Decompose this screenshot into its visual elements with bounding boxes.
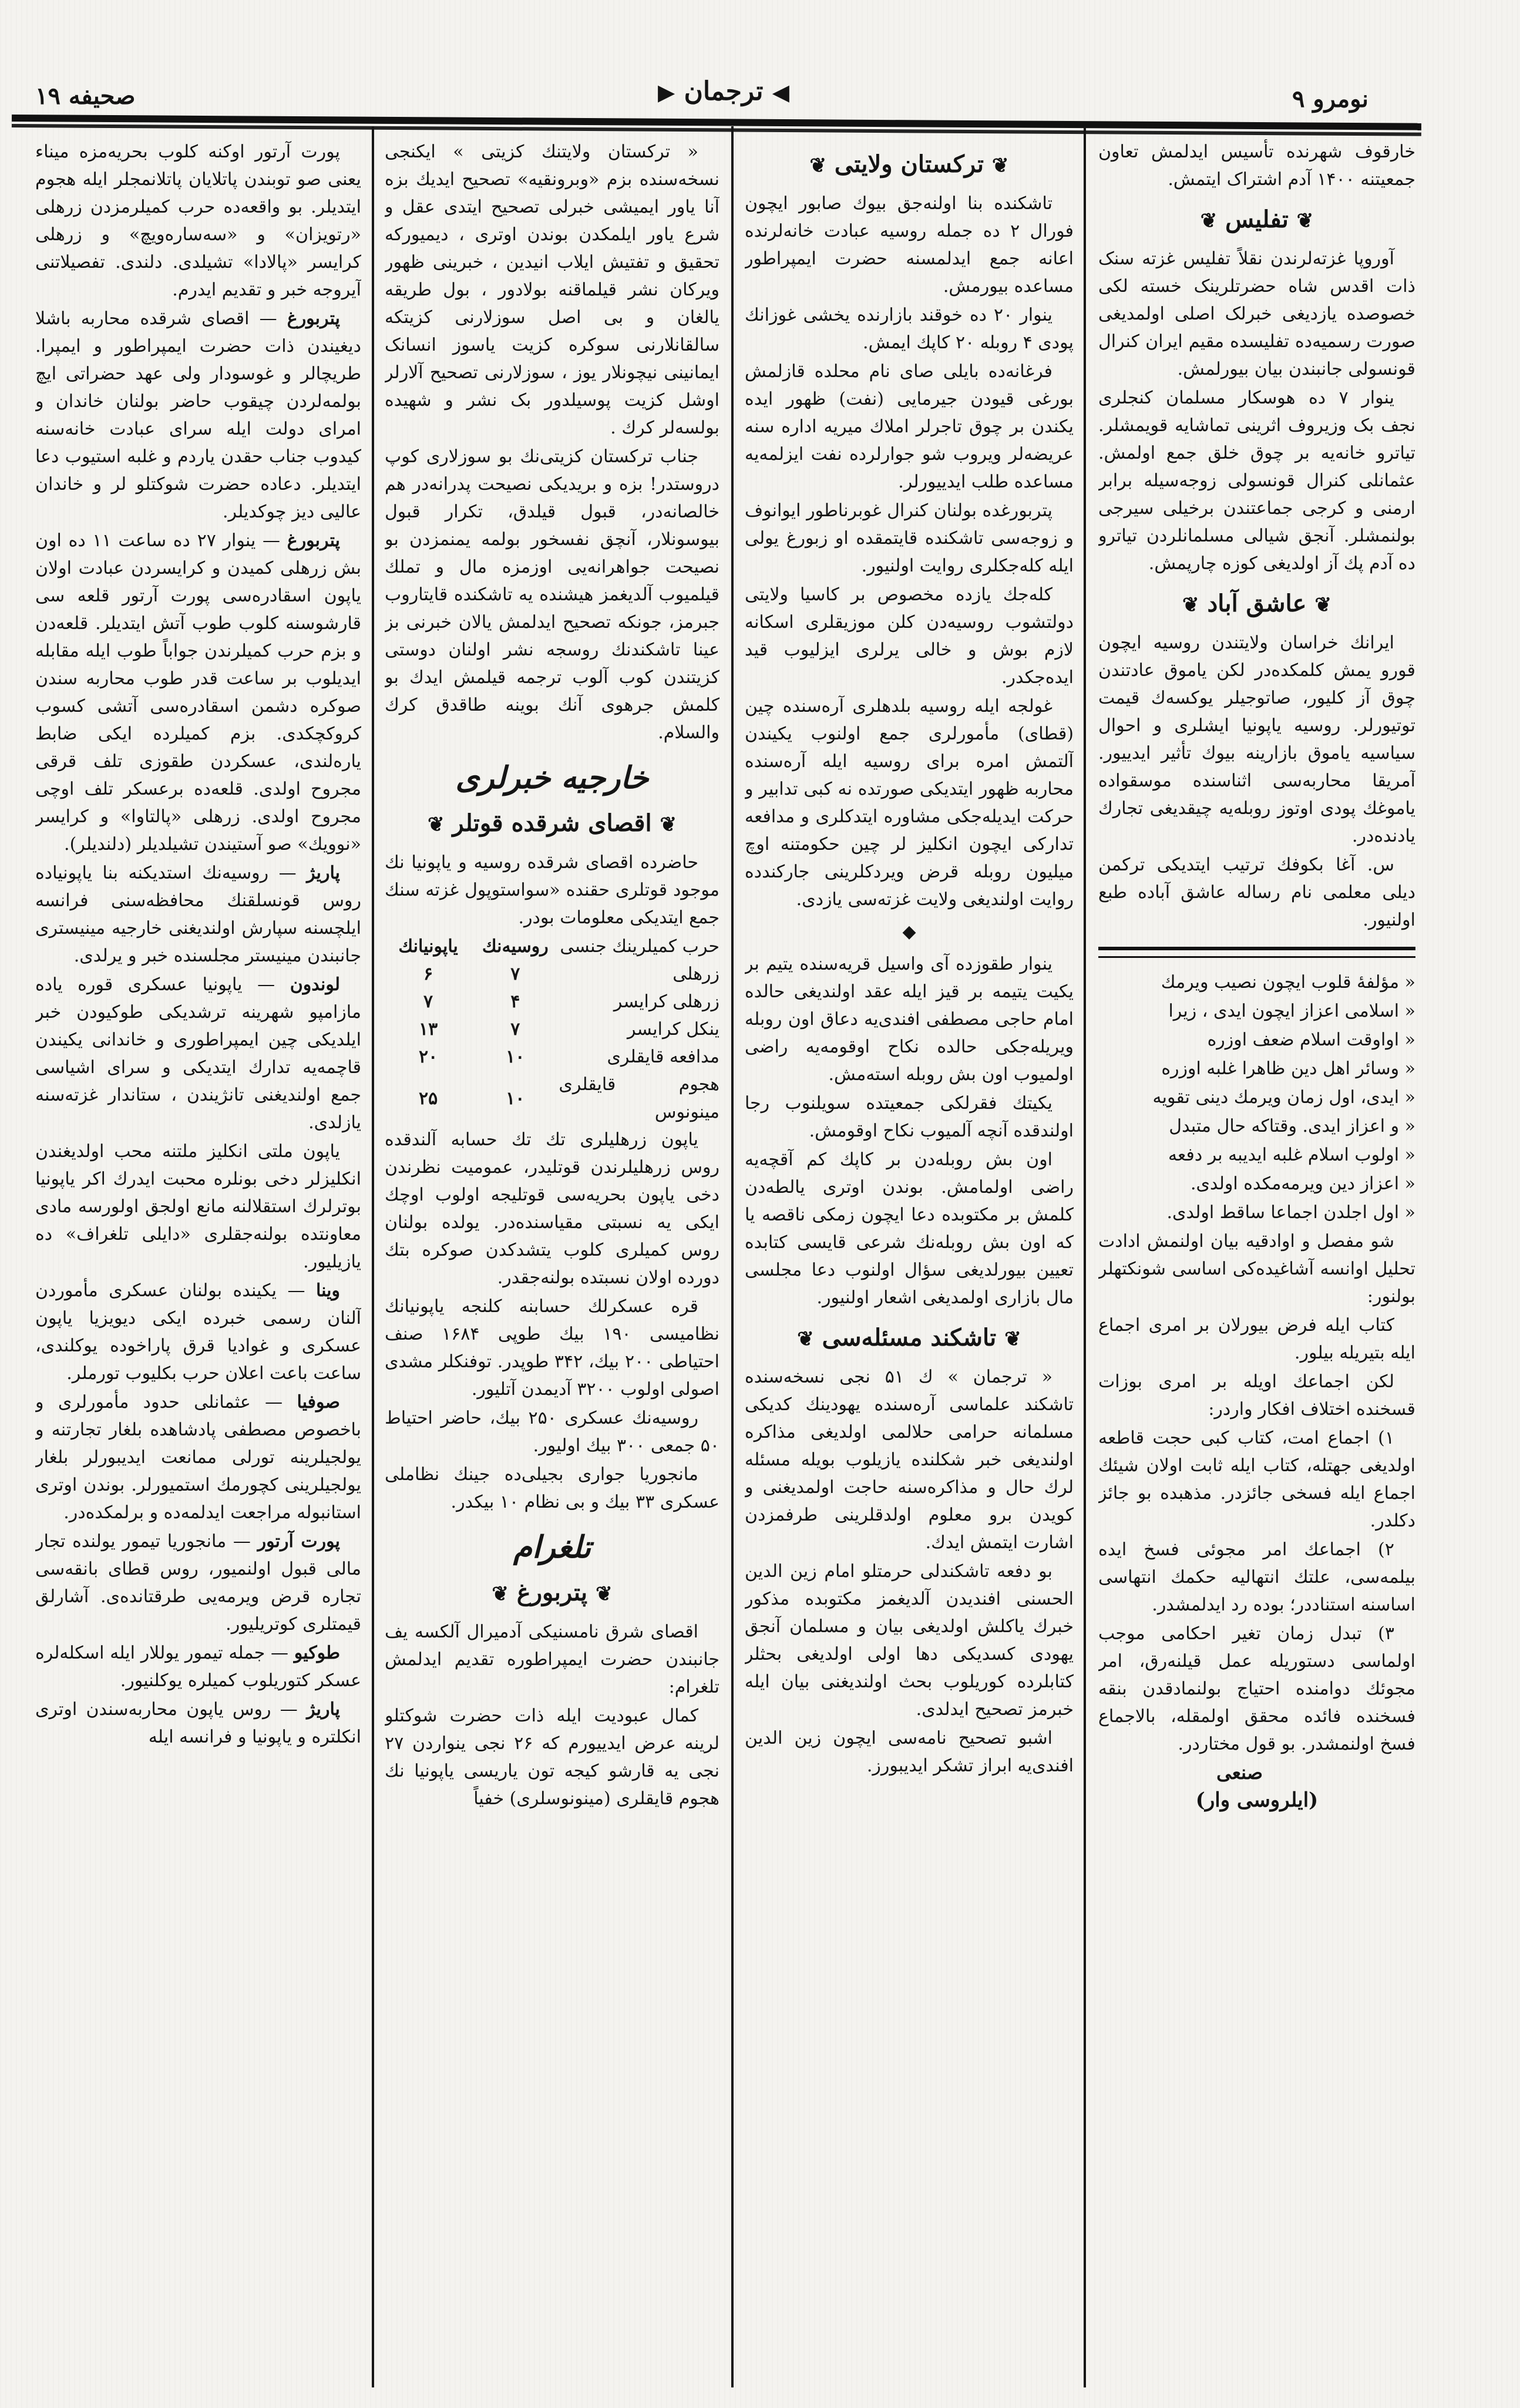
column-2 — [385, 138, 719, 2382]
paragraph: خارقوف شهرنده تأسیس ایدلمش تعاون جمعیتنه ۱۴۰۰ آدم اشتراک ایتمش. — [1098, 142, 1415, 190]
news-text: — اقصای شرقده محاربه باشلا دیغیندن ذات حضرت ایمپراطور و ایمپرا. طریچالر و غوسودار ولی عهد حضراتی ایچ بولمه‌لردن چیقوب حاضر بولنان خاندان و امرای دولت ایله سرای عبادت خانه‌سنه کیدوب جناب حقدن یاردم و غلبه استیوب دعا ایتدیلر. دعاده حضرت شوکتلو لر و خاندان عالیی دیز چوکدیلر. — [35, 308, 361, 522]
verse-line: « وسائر اهل دین ظاهرا غلبه اوزره — [1161, 1058, 1415, 1079]
paragraph: حاضرده اقصای شرقده روسیه و یاپونیا نك موجود قوتلری حقنده «سواستوپول غزته سنك جمع ایتدیکی معلومات بودر. — [385, 852, 719, 928]
ornament-icon: ❦ — [992, 154, 1009, 177]
paragraph: کتاب ایله فرض بیورلان بر امری اجماع ایله بتیریله بیلور. — [1098, 1315, 1415, 1363]
news-text: — جمله تیمور یوللار ایله اسکله‌لره عسکر کتوریلوب کمیلره یوکلنیور. — [35, 1643, 361, 1691]
ornament-icon: ❦ — [1182, 593, 1199, 617]
dateline: پاریژ — [307, 863, 340, 883]
table-cell: ۴ — [510, 991, 520, 1012]
paragraph: تاشکنده بنا اولنه‌جق بیوك صابور ایچون فورال ۲ ده جمله روسیه عبادت خانه‌لرنده اعانه جمع ایدلمسنه حضرت ایمپراطور مساعده بیورمش. — [745, 193, 1074, 297]
paragraph: ۱) اجماع امت، کتاب کبی حجت قاطعه اولدیغی جهتله، کتاب ایله ثابت اولان شیئك اجماع ایله فسخی جائزدر. مذهبده بو جائز دکلدر. — [1098, 1428, 1415, 1531]
news-item — [35, 1388, 361, 1526]
dateline: لوندون — [290, 974, 340, 995]
ornament-icon: ❦ — [427, 813, 445, 836]
news-item — [35, 1138, 361, 1276]
paragraph: شو مفصل و اوادقیه بیان اولنمش ادادت تحلیل اوانسه آشاغیده‌کی اساسی شونکتهلر بولنور: — [1098, 1231, 1415, 1307]
continued-note: (ایلروسی وار) — [1195, 1788, 1319, 1812]
dateline: صوفیا — [297, 1392, 340, 1412]
heading-text: پتربورغ — [516, 1579, 588, 1606]
issue-number: نومرو ۹ — [1292, 85, 1369, 113]
paragraph: کله‌جك یازده مخصوص بر کاسیا ولایتی دولتشوب روسیه‌دن کلن موزیقلری اسکانه لازم بوش و خالی یرلری ایزلیوب قید ایده‌جکدر. — [745, 584, 1074, 688]
paragraph: ینوار طقوزده آی واسیل قریه‌سنده یتیم بر یکیت یتیمه بر قیز ایله عقد اولندیغی حالده امام حاجی مصطفی افندی‌یه دعاق اون روبله ویریله‌جکی حالده نکاح اوقومه‌یه راضی اولمیوب اون بش روبله استه‌مش. — [745, 954, 1074, 1085]
dateline: پورت آرتور — [257, 1531, 340, 1552]
column-divider — [372, 126, 374, 2387]
table-header: روسیه‌نك — [482, 936, 549, 957]
verse-line: « ایدی، اول زمان ویرمك دینی تقویه — [1152, 1087, 1415, 1108]
news-item — [35, 527, 361, 858]
dateline: پتربورغ — [287, 308, 340, 329]
news-text: پورت آرتور اوکنه کلوب بحریه‌مزه میناء یعنی صو توبندن پاتلایان پاتلانمجلر ایله هجوم ایتدیلر. بو واقعه‌ده حرب کمیلرمزدن زرهلی «رتویزان» و «سەساره‌ویچ» و زرهلی کرایسر «پالادا» تشیلدی. دلندی. تفصیلاتنی آیروجه خبر و تقدیم ایدرم. — [35, 142, 361, 300]
telegram-heading: تلغرام — [513, 1529, 591, 1565]
heading-text: اقصای شرقده قوتلر — [452, 809, 652, 837]
paragraph: یکیتك فقرلکی جمعیتده سویلنوب رجا اولندقده آنچه آلمیوب نکاح اوقومش. — [745, 1093, 1074, 1141]
heading-text: عاشق آباد — [1207, 590, 1307, 617]
ornament-icon: ❦ — [492, 1582, 509, 1606]
column-divider — [1084, 126, 1086, 2387]
news-text: — مانجوریا تیمور یولنده تجار مالی قبول اولنمیور، روس قطای بانقه‌سی تجاره قرض ویرمه‌یی طرقتانده‌ی. آشارلق قیمتلری کوتریلیور. — [35, 1531, 361, 1635]
fleet-table — [385, 933, 719, 1126]
news-item — [35, 1277, 361, 1387]
dateline: وینا — [315, 1280, 340, 1301]
news-item — [35, 138, 361, 304]
foreign-news-heading: خارجیه خبرلری — [455, 760, 649, 796]
paragraph: اقصای شرق نامسنیکی آدمیرال آلکسه یف جانبندن حضرت ایمپراطوره تقدیم ایدلمش تلغرام: — [385, 1622, 719, 1697]
double-rule — [1098, 947, 1415, 958]
table-cell: ینکل کرایسر — [627, 1019, 719, 1040]
verse-line: « مؤلفهٔ قلوب ایچون نصیب ویرمك — [1161, 972, 1415, 993]
paragraph: س. آغا بکوفك ترتیب ایتدیکی ترکمن دیلی معلمی نام رساله عاشق آباده طبع اولنیور. — [1098, 855, 1415, 930]
verse-line: « اسلامی اعزاز ایچون ایدی ، زیرا — [1168, 1001, 1415, 1021]
page-number: صحیفه ۱۹ — [35, 82, 136, 110]
ornament-icon: ❦ — [1200, 209, 1218, 233]
column-4 — [1098, 138, 1415, 2382]
table-cell: ۷ — [423, 991, 433, 1012]
table-header: یاپونیانك — [398, 936, 458, 957]
ornament-icon: ❦ — [1314, 593, 1331, 617]
paragraph: قره عسکرلك حسابنه کلنجه یاپونیانك نظامیسی ۱۹۰ بیك طوپی ۱۶۸۴ صنف احتیاطی ۲۰۰ بیك، ۳۴۲ طوپدر. توفنکلر مشدی اصولی اولوب ۳۲۰۰ آدیمدن آتلیور. — [385, 1296, 719, 1400]
news-text: — عثمانلی حدود مأمورلری و باخصوص مصطفی پادشاهده بلغار تجارتنه و یولجیلرینه تورلی ممانعت ایدیبورلر بلغار یولجیلرینی کچورمك استمیورلر. بوندن اوتری استانبوله مراجعت ایدلمه‌ده و برلمکده‌در. — [35, 1392, 361, 1523]
title-ornament-right-icon: ▶ — [658, 79, 675, 105]
table-cell: زرهلی کرایسر — [613, 991, 719, 1012]
section-heading — [745, 149, 1074, 181]
section-heading — [385, 1577, 719, 1610]
paragraph: « ترکستان ولایتنك کزیتی » ایکنجی نسخه‌سنده بزم «وبرونقیه» تصحیح ایدیك بزه آنا یاور ایمیشی خبرلی تصحیح ایتدی عقل و شرع یاور ایلمکدن بوندن اوتری ، دیمیورکه تحقیق و تفتیش ایلاب انیدین ، خبرینی ظهور ویرکان نشر قیلماقنه بولادور ، بول طریقه یالغان و بی اصل سوزلارنی کزیتکه سالقانلارنی سوکره کزیت یاسوز انسانک ایمانینی نیچونلار یوز ، سوزلارنی تصحیح آلارلر اوشل کزیت پوسیلدور بک نشر و شهیده بولسه‌لر کرك . — [385, 142, 719, 438]
news-item — [35, 1639, 361, 1694]
paragraph: روسیه‌نك عسکری ۲۵۰ بیك، حاضر احتیاط ۵۰ جمعی ۳۰۰ بیك اولیور. — [385, 1408, 719, 1456]
quoted-verses — [1098, 968, 1415, 1226]
table-row — [385, 1071, 719, 1126]
table-cell: ۲۰ — [418, 1047, 438, 1067]
table-cell: مدافعه قایقلری — [607, 1047, 719, 1067]
paragraph: ۳) تبدل زمان تغیر احکامی موجب اولماسی دستوریله عمل قیلنه‌رق، امر مجوئك دوامنده احتیاج بولنمادقدن بنقه فسخنده فائده محقق اولمقله، بالاجماع فسخ اولنمشدر. بو قول مختاردر. — [1098, 1623, 1415, 1754]
ornament-icon: ❦ — [1296, 209, 1314, 233]
news-text: — روس یاپون محاربه‌سندن اوتری انکلتره و یاپونیا و فرانسه ایله — [35, 1699, 361, 1747]
masthead — [0, 0, 1433, 147]
paragraph: جناب ترکستان کزیتی‌نك بو سوزلاری کوپ دروستدر! بزه و بریدیکی نصیحت پدرانه‌در هم خالصانه‌در، قبول قیلدق، تکرار قبول بیوسونلار، آنچق نفسخور بولمه‌ یمنمزدن بو نصیحت جواهرانه‌یی اوزمزه مال و تملك قیلمیوب آلدیغمز هیشنده یه تاشکنده قایتاروب جبرمز، جونکه تصحیح ایدلمش یالان خبرنی بز عینا تاشکندنك روسجه نشر اولنان دوستی کزیتندن کوب آلوب ترجمه قیلمش ایدك بو کلمش جرهوی آنك بوینه طاقدق کرك والسلام. — [385, 446, 719, 743]
table-cell: ۱۰ — [506, 1088, 525, 1109]
column-divider — [731, 126, 734, 2387]
news-item — [35, 305, 361, 526]
heading-text: ترکستان ولایتی — [834, 150, 984, 178]
table-row — [385, 1043, 719, 1071]
news-text: — روسیه‌نك استدیکنه بنا یاپونیاده روس قونسلقنك محافظه‌سنی فرانسه ایلچسنه سپارش اولندیغنی خارجیه مینیستری جانبندن مینیستر مجلسنده خبر و یرلدی. — [35, 863, 361, 966]
table-row — [385, 960, 719, 988]
section-heading — [745, 1322, 1074, 1355]
heading-text: تاشکند مسئله‌سی — [822, 1324, 997, 1351]
table-cell: ۶ — [423, 964, 433, 984]
news-item — [35, 1696, 361, 1751]
table-cell: زرهلی — [672, 964, 719, 984]
column-3 — [745, 138, 1074, 2382]
dateline: پتربورغ — [287, 530, 340, 551]
paragraph: کمال عبودیت ایله ذات حضرت شوکتلو لرینه عرض ایدییورم که ۲۶ نجی ینواردن ۲۷ نجی یه قارشو کیجه تون یاریسی یاپونیا نك هجوم قایقلری (مینونوسلری) خفیاً — [385, 1706, 719, 1809]
paragraph: ینوار ۷ ده هوسکار مسلمان کنجلری نجف بک وزیروف اثرینی تماشایه قویمشلر. تیاترو خانه‌یه بر چوق خلق جمع اولمش. عثمانلی کنرال قونسولی زوجه‌سیله برابر ارمنی و کرجی جماعتندن برخیلی سیرجی بولنمشلر. آنجق شیالی مسلمانلردن تیاترو ده آدم پك آز اولدیغی کوزه چارپمش. — [1098, 388, 1415, 574]
news-text: — ینوار ۲۷ ده ساعت ۱۱ ده اون بش زرهلی کمیدن و کرایسردن عبادت اولان یاپون اسقادره‌سی پورت آرتور قلعه سی قارشوسنه کلوب طوب آتش ایتدیلر. قلعه‌دن و بزم حرب کمیلرندن جواباً طوب ایله مقابله ایدیلوب بر ساعت قدر طوب محاربه سندن صوکره دشمن اسقادرەسی آتشی کسوب کروکچکدی. بزم کمیلرده ایکی ضابط یاره‌لندی، عسکردن طقوزی تلف قرقی مجروح اولدی. قلعه‌ده برعسکر تلف اوچی مجروح اولدی. زرهلی «پالتاوا» و کرایسر «نوویك» صو آستیندن تشیلدیلر (دلندیلر). — [35, 530, 361, 855]
dateline: پاریژ — [307, 1699, 340, 1720]
paragraph: غولجه ایله روسیه بلدهلری آره‌سنده چین (قطای) مأمورلری جمع اولنوب یکیندن آلتمش امره برای روسیه ایله آره‌سنده محاربه ظهور ایتدیکی صورتده نه کبی تدابیر و حرکت ایدیله‌جکی مشاوره ایتدکلری و مدافعه تدارکی ایچون انکلیز لر چین حکومتنه اوچ میلیون روبله قرض ویردکلرینی جارکندده روایت اولندیغی ولایت غزته‌سی یازدی. — [745, 696, 1074, 910]
verse-line: « اعزاز دین ویرمه‌مکده اولدی. — [1190, 1173, 1415, 1194]
column-1 — [35, 138, 361, 2382]
table-cell: ۱۰ — [506, 1047, 525, 1067]
section-heading — [385, 808, 719, 840]
paragraph: لکن اجماعك اویله بر امری بوزات قسخنده اختلاف افکار واردر: — [1098, 1371, 1415, 1420]
masthead-rule — [12, 115, 1421, 133]
table-header-row — [385, 933, 719, 960]
news-item — [35, 859, 361, 970]
paragraph: « ترجمان » ك ۵۱ نجی نسخه‌سنده تاشکند علماسی آره‌سنده یهودینك کدیکی مسلمانه حرامی حلالمی اولدیغی مذاکره اولندیغی خبر شکلنده یازیلوب بویله مسئله لرك حال و مذاکره‌سنه حاجت اولمدیغنی و کویدن برو معلوم اولدقلرینی طرفمزدن اشارت ایتمش ایدك. — [745, 1367, 1074, 1553]
heading-text: تفلیس — [1225, 206, 1289, 233]
table-cell: ۱۳ — [418, 1019, 438, 1040]
news-text: یاپون ملتی انکلیز ملتنه محب اولدیغندن انکلیزلر دخی بونلره محبت ایدرك اکر یاپونیا بوترلرك استقلالنه مانع اولجق اولورسه مادی معاونتده بولنه‌جقلری «دایلی تلغراف» ده یازیلیور. — [35, 1141, 361, 1272]
verse-line: « و اعزاز ایدی. وقتاکه حال متبدل — [1169, 1116, 1415, 1136]
paper-title-block — [658, 76, 789, 106]
paragraph: یاپون زرهلیلری تك تك حسابه آلندقده روس زرهلیلرندن قوتلیدر، عمومیت نظرندن دخی یاپون بحریه‌سی قوتلیجه اولوب اوچك ایکی یه نسبتی مقیاسنده‌در. یولده بولنان روس کمیلری کلوب یتشدکدن صوکره بتك دورده اولان نسبتده بولنه‌جقدر. — [385, 1129, 719, 1288]
table-cell: هجوم قایقلری مینونوس — [559, 1074, 719, 1122]
ornament-icon: ❦ — [797, 1327, 814, 1351]
news-text: — یاپونیا عسکری قوره یاده مازامپو شهرینه ترشدیکی طوکیودن خبر ایلدیکی چین ایمپراطوری و خاندانی یکیندن قاچمه‌یه تدارك ایتدیکی و سرای اشیاسی جمع اولندیغنی تانژیندن ، ستاندار غزته‌سنه یازلدی. — [35, 974, 361, 1133]
diamond-divider-icon: ◆ — [902, 922, 916, 942]
paragraph: فرغانه‌ده بایلی صای نام محلده قازلمش بورغی قیودن جیرمایی (نفت) ظهور ایده یکندن بر چوق تاجرلر املاك میریه اداره سنه عریضه‌لر ویروب شو جوارلرده نفت ایزلمه‌یه مساعده طلب ایدییورلر. — [745, 361, 1074, 492]
section-heading — [1098, 204, 1415, 237]
table-cell: ۲۵ — [418, 1088, 438, 1109]
news-item — [35, 971, 361, 1136]
paragraph: اون بش روبله‌دن بر کاپك کم آقچه‌یه راضی اولمامش. بوندن اوتری یالطه‌دن کلمش بر مکتوبده دعا ایچون زمکی ناقصه یا که اون بش روبله‌نك شرعی قایسی کتابده تعیین بیورلدیغی سؤال اولنوب دعا مجلسی مال بازاری اولمدیغی اشعار اولنیور. — [745, 1149, 1074, 1308]
table-header: حرب کمیلرینك جنسی — [560, 936, 719, 957]
news-text: — یکینده بولنان عسکری مأموردن آلنان رسمی خبرده ایکی دیویزیا یاپون عسکری و غوادیا قرق پاراخوده یوکلندی، ساعت باعت اعلان حرب بکلیوب تورملر. — [35, 1280, 361, 1384]
table-cell: ۷ — [510, 1019, 520, 1040]
section-heading — [1098, 588, 1415, 621]
table-cell: ۷ — [510, 964, 520, 984]
paragraph: بو دفعه تاشکندلی حرمتلو امام زین الدین الحسنی افندیدن آلدیغمز مکتوبده مذکور خبرك یاکلش اولدیغی بیان و مسلمان آنجق یهودی کسدیکی دها اولی اولدیغی بحثلر کتابلرده کوریلوب بحث اولندیغنی بیان ایله خبرمز تصحیح ایدلدی. — [745, 1561, 1074, 1720]
news-item — [35, 1528, 361, 1638]
verse-line: « اول اجلدن اجماعا ساقط اولدی. — [1166, 1202, 1415, 1223]
ornament-icon: ❦ — [1004, 1327, 1021, 1351]
ornament-icon: ❦ — [596, 1582, 613, 1606]
ornament-icon: ❦ — [809, 154, 826, 177]
paragraph: اشبو تصحیح نامه‌سی ایچون زین الدین افندی‌یه ابراز تشکر ایدیبورز. — [745, 1728, 1074, 1776]
table-row — [385, 1015, 719, 1043]
author-signature: صنعی — [1216, 1761, 1263, 1784]
paragraph: ۲) اجماعك امر مجوئی فسخ ایده بیلمه‌سی، علتك انتهالیه حکمك انتهاسی اساسنه استناددر؛ بوده رد ایدلمشدر. — [1098, 1539, 1415, 1615]
paragraph: ینوار ۲۰ ده خوقند بازارنده یخشی غوزانك پودی ۴ روبله ۲۰ کاپك ایمش. — [745, 305, 1074, 353]
verse-line: « اواوقت اسلام ضعف اوزره — [1207, 1030, 1415, 1050]
paragraph: پتربورغده بولنان کنرال غوبرناطور ایوانوف و زوجه‌سی تاشکنده قایتمقده او زبورغ یولی ایله کله‌جکلری روایت اولنیور. — [745, 500, 1074, 576]
dateline: طوکیو — [294, 1643, 340, 1663]
paragraph: مانجوریا جواری بجیلی‌ده جینك نظاملی عسکری ۳۳ بیك و بی نظام ۱۰ بیکدر. — [385, 1464, 719, 1512]
paragraph: ایرانك خراسان ولایتندن روسیه ایچون قورو یمش کلمکده‌در لکن یاموق عادتندن چوق آز کلیور، صاتوجیلر یوکسه‌ك قیمت توتیورلر. روسیه یاپونیا ایشلری و احوال سیاسیه یاموق بازارینه بیوك تأثیر ایدییور. آمریقا محاربه‌سی اثناسنده موسقواده یاموغك پودی اوتوز روبله‌یه چیقدیغی تجارك یادنده‌در. — [1098, 633, 1415, 846]
verse-line: « اولوب اسلام غلبه ایدیبه بر دفعه — [1168, 1145, 1415, 1165]
paragraph: آوروپا غزته‌لرندن نقلاً تفلیس غزته سنک ذات اقدس شاه حضرتلرینک خسته لکی خصوصده یازدیغی خبرلک اصلی اولمدیغی صورت رسمیه‌ده تفلیسده مقیم ایران کنرال قونسولی جانبندن بیان بیورلمش. — [1098, 248, 1415, 379]
paper-title: ترجمان — [684, 76, 764, 106]
title-ornament-left-icon: ◀ — [772, 79, 790, 105]
ornament-icon: ❦ — [660, 813, 677, 836]
table-row — [385, 988, 719, 1015]
